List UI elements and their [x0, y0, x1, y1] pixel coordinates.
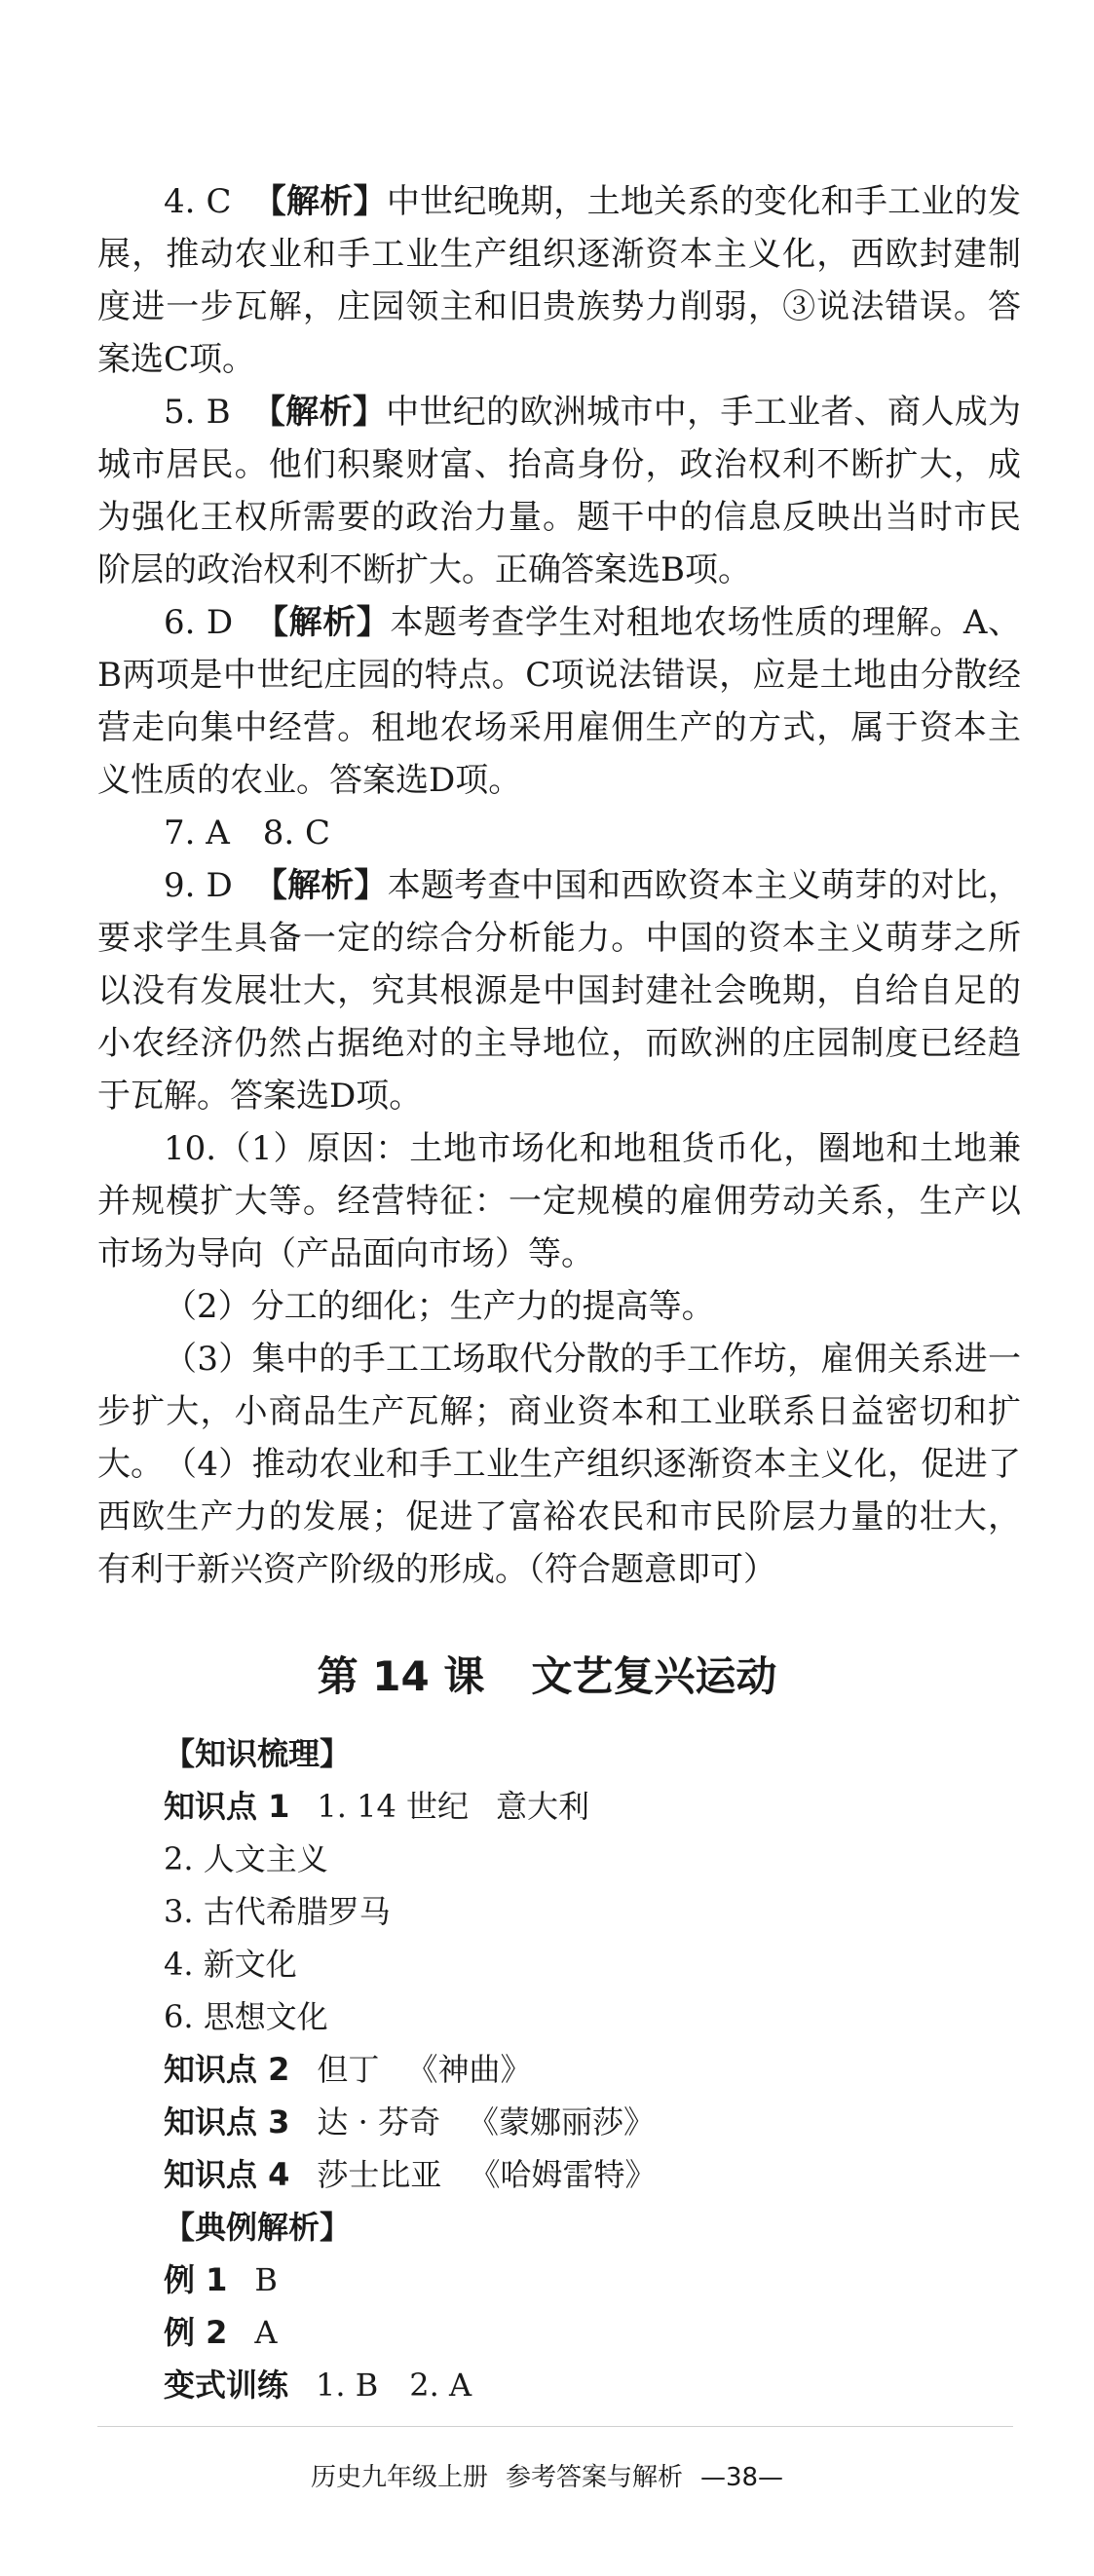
- answer-10-part2: （2）分工的细化；生产力的提高等。: [164, 1287, 715, 1326]
- kp-value: 达 · 芬奇: [317, 2103, 440, 2140]
- answer-10-part1: 10.（1）原因：土地市场化和地租货币化，圈地和土地兼并规模扩大等。经营特征：一定规模的雇佣劳动关系，生产以市场为导向（产品面向市场）等。: [97, 1129, 1021, 1273]
- answer-text: 本题考查学生对租地农场性质的理解。A、B两项是中世纪庄园的特点。C项说法错误，应是土地由分散经营走向集中经营。租地农场采用雇佣生产的方式，属于资本主义性质的农业。答案选D项。: [97, 603, 1021, 800]
- variant-drill: [164, 2366, 472, 2405]
- answer-10-part3: （3）集中的手工工场取代分散的手工作坊，雇佣关系进一步扩大，小商品生产瓦解；商业资本和工业联系日益密切和扩大。: [97, 1340, 1021, 1484]
- kp-value: 《神曲》: [406, 2051, 532, 2088]
- footer-section: 参考答案与解析: [505, 2463, 683, 2492]
- knowledge-heading: 【知识梳理】: [164, 1735, 352, 1772]
- answer-text: 本题考查中国和西欧资本主义萌芽的对比，要求学生具备一定的综合分析能力。中国的资本主义萌芽之所以没有发展壮大，究其根源是中国封建社会晚期，自给自足的小农经济仍然占据绝对的主导地位，而欧洲的庄园制度已经趋于瓦解。答案选D项。: [97, 866, 1021, 1116]
- knowledge-item: 2. 人文主义: [164, 1840, 328, 1877]
- analysis-tag: 【解析】: [252, 182, 387, 221]
- analysis-tag: 【解析】: [254, 603, 391, 642]
- lesson-title: [0, 1645, 1094, 1703]
- analysis-tag: 【解析】: [251, 393, 387, 432]
- kp-value: 但丁: [317, 2051, 380, 2088]
- answer-text: 中世纪的欧洲城市中，手工业者、商人成为城市居民。他们积聚财富、抬高身份，政治权利不断扩大，成为强化王权所需要的政治力量。题干中的信息反映出当时市民阶层的政治权利不断扩大。正确答案选B项。: [97, 393, 1022, 589]
- drill-answer: 1. B 2. A: [316, 2367, 472, 2404]
- example-label: 例 1: [164, 2261, 228, 2298]
- drill-label: 变式训练: [164, 2367, 289, 2404]
- kp-label: 知识点 3: [164, 2103, 290, 2140]
- knowledge-item: 3. 古代希腊罗马: [164, 1893, 391, 1930]
- kp-label: 知识点 2: [164, 2051, 290, 2088]
- footer-book: 历史九年级上册: [310, 2463, 488, 2492]
- footer-divider: [97, 2426, 1013, 2427]
- knowledge-point-3: [164, 2102, 655, 2141]
- examples-heading: 【典例解析】: [164, 2209, 352, 2246]
- example-answer: B: [254, 2261, 278, 2298]
- kp-value: 《哈姆雷特》: [469, 2156, 657, 2193]
- knowledge-point-1: [164, 1787, 589, 1826]
- answer-6: [97, 596, 1021, 807]
- answer-10-part4: （4）推动农业和手工业生产组织逐渐资本主义化，促进了西欧生产力的发展；促进了富裕农民和市民阶层力量的壮大，有利于新兴资产阶级的形成。（符合题意即可）: [97, 1445, 1021, 1589]
- answer-number: 9. D: [164, 866, 233, 905]
- lesson-name: 文艺复兴运动: [531, 1652, 777, 1700]
- answer-7-8: [97, 807, 1021, 859]
- answer-number: 7. A 8. C: [164, 814, 331, 852]
- knowledge-point-4: [164, 2155, 656, 2194]
- kp-value: 意大利: [496, 1788, 590, 1825]
- answer-9: [97, 859, 1021, 1122]
- kp-value: 1. 14 世纪: [317, 1788, 470, 1825]
- knowledge-item: 4. 新文化: [164, 1946, 297, 1983]
- kp-label: 知识点 4: [164, 2156, 290, 2193]
- page-number: —38—: [699, 2463, 784, 2492]
- lesson-number: 第 14 课: [317, 1652, 485, 1700]
- example-1: [164, 2260, 278, 2299]
- answer-number: 6. D: [164, 603, 234, 642]
- answer-4: [97, 175, 1021, 386]
- knowledge-item: 6. 思想文化: [164, 1998, 328, 2035]
- answer-text: 中世纪晚期，土地关系的变化和手工业的发展，推动农业和手工业生产组织逐渐资本主义化，西欧封建制度进一步瓦解，庄园领主和旧贵族势力削弱，③说法错误。答案选C项。: [97, 182, 1021, 379]
- answer-number: 4. C: [164, 182, 232, 221]
- kp-label: 知识点 1: [164, 1788, 290, 1825]
- page-footer: [0, 2457, 1094, 2493]
- analysis-tag: 【解析】: [253, 866, 388, 905]
- kp-value: 莎士比亚: [317, 2156, 442, 2193]
- kp-value: 《蒙娜丽莎》: [467, 2103, 655, 2140]
- answer-5: [97, 386, 1021, 596]
- example-answer: A: [254, 2314, 278, 2351]
- answer-number: 5. B: [164, 393, 231, 432]
- example-2: [164, 2313, 278, 2352]
- knowledge-point-2: [164, 2050, 531, 2089]
- example-label: 例 2: [164, 2314, 228, 2351]
